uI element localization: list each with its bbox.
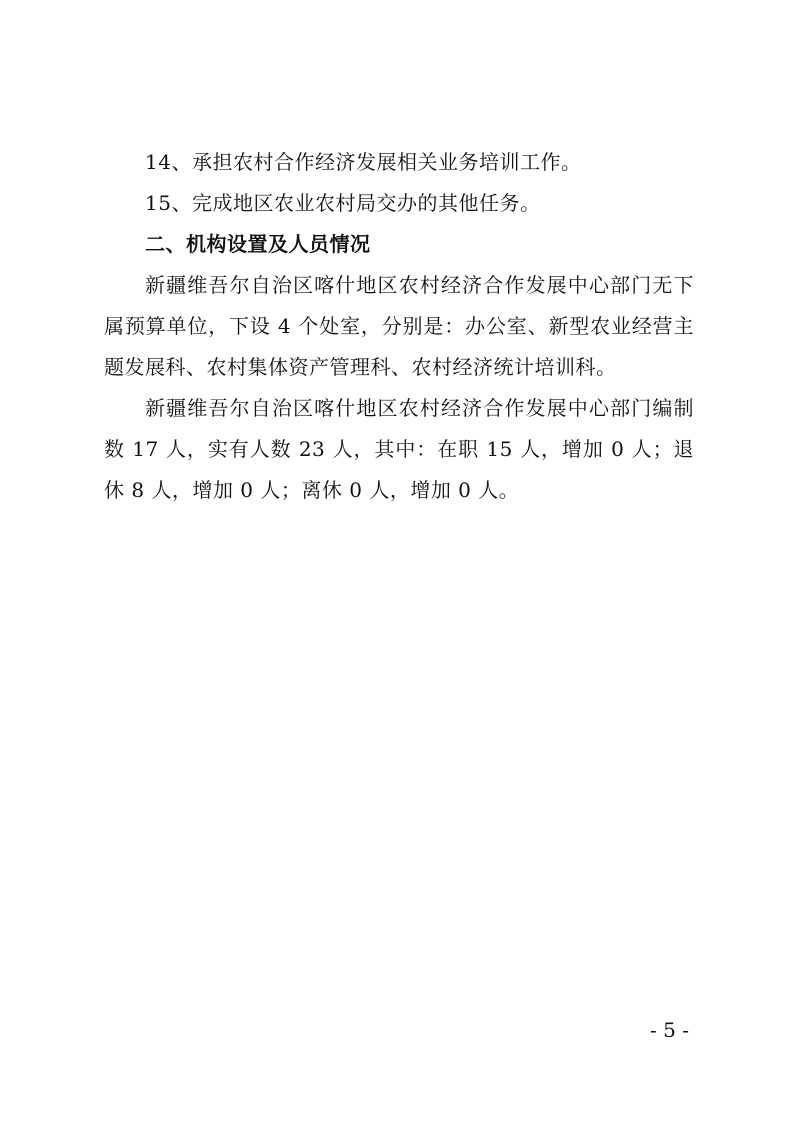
section-heading: 二、机构设置及人员情况 [145,232,371,256]
paragraph-staffing: 新疆维吾尔自治区喀什地区农村经济合作发展中心部门编制数 17 人，实有人数 23 人，其中：在职 15 人，增加 0 人；退休 8 人，增加 0 人；离休 0 人，增加 0 人。 [104,396,694,502]
paragraph-departments: 新疆维吾尔自治区喀什地区农村经济合作发展中心部门无下属预算单位，下设 4 个处室，分别是：办公室、新型农业经营主题发展科、农村集体资产管理科、农村经济统计培训科。 [104,273,694,379]
paragraph-item-14: 14、承担农村合作经济发展相关业务培训工作。 [145,150,582,174]
document-body [104,142,694,511]
paragraph-item-15: 15、完成地区农业农村局交办的其他任务。 [145,191,541,215]
page-number: - 5 - [650,1018,689,1042]
